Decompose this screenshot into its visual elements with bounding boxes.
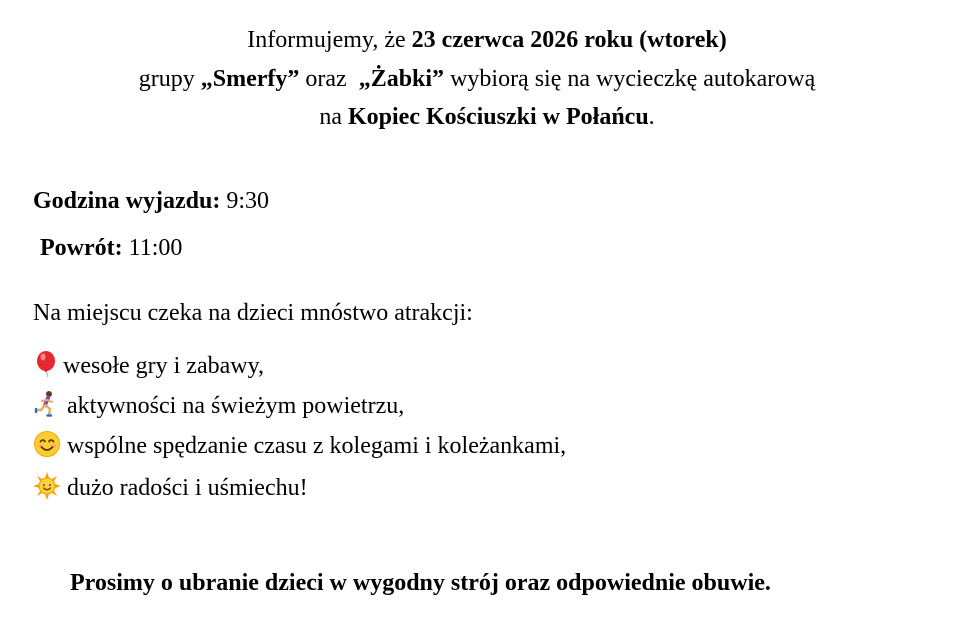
trip-date: 23 czerwca 2026 roku (wtorek) <box>411 27 727 53</box>
return-line <box>40 233 182 263</box>
intro-text: Informujemy, że <box>247 27 412 53</box>
balloon-icon <box>33 350 61 378</box>
group-name-smerfy: „Smerfy” <box>200 66 300 92</box>
trip-destination: Kopiec Kościuszki w Połańcu <box>347 104 649 130</box>
group-name-zabki: „Żabki” <box>358 66 445 92</box>
attraction-text: wspólne spędzanie czasu z kolegami i koleżankami, <box>67 433 567 459</box>
intro-line-2 <box>0 64 964 94</box>
attractions-heading: Na miejscu czeka na dzieci mnóstwo atrakcji: <box>33 300 473 326</box>
departure-label: Godzina wyjazdu: <box>33 188 221 214</box>
departure-time: 9:30 <box>220 188 270 214</box>
runner-icon <box>33 390 61 418</box>
intro-text: grupy <box>138 66 201 92</box>
attraction-text: wesołe gry i zabawy, <box>63 353 265 379</box>
smiling-face-icon <box>33 430 61 458</box>
footer-note-text: Prosimy o ubranie dzieci w wygodny strój oraz odpowiednie obuwie. <box>70 570 771 596</box>
intro-line-1 <box>0 25 974 55</box>
intro-text: wybiorą się na wycieczkę autokarową <box>444 66 816 92</box>
return-time: 11:00 <box>122 235 183 261</box>
attraction-item <box>33 430 566 461</box>
attraction-item <box>33 390 404 421</box>
attraction-item <box>33 472 308 503</box>
attraction-text: aktywności na świeżym powietrzu, <box>67 393 405 419</box>
sun-face-icon <box>33 472 61 500</box>
intro-line-3 <box>0 102 974 132</box>
return-label: Powrót: <box>40 235 123 261</box>
intro-text: oraz <box>299 66 359 92</box>
intro-text: . <box>648 104 655 130</box>
departure-line <box>33 186 269 216</box>
footer-note <box>70 568 771 598</box>
attraction-text: dużo radości i uśmiechu! <box>67 475 308 501</box>
attraction-item <box>33 350 264 381</box>
intro-text: na <box>319 104 348 130</box>
